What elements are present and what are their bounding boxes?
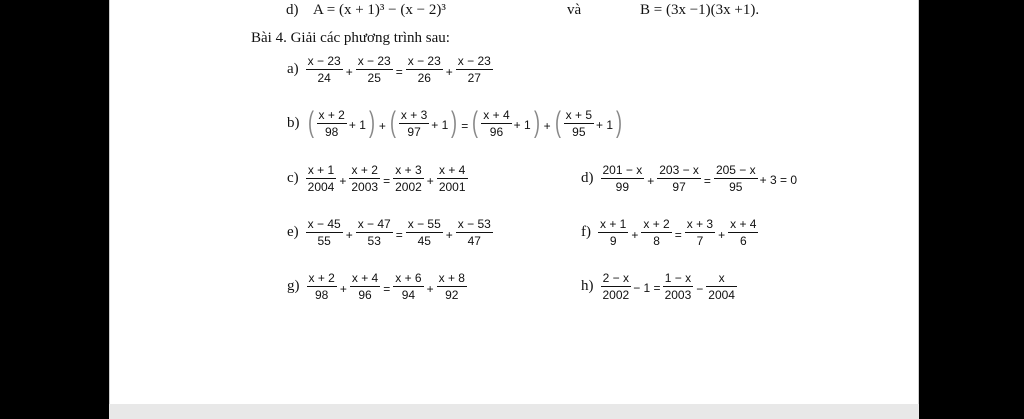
- operator: +: [426, 282, 434, 296]
- equation-d: [581, 158, 798, 198]
- equation-a: [287, 49, 494, 89]
- fraction: $\frac{x - 23}{26}$: [407, 53, 441, 85]
- operator: =: [395, 228, 403, 242]
- document-page: [109, 0, 919, 410]
- left-paren: (: [554, 106, 561, 139]
- fraction: $\frac{2 - x}{2002}$: [602, 270, 630, 302]
- plus-one: + 1: [431, 118, 449, 132]
- fraction: $\frac{x}{2004}$: [708, 270, 735, 302]
- operator: +: [647, 174, 655, 188]
- fraction: $\frac{x + 4}{6}$: [730, 216, 757, 248]
- header-and-word: và: [567, 2, 582, 18]
- fraction: $\frac{x + 3}{2002}$: [395, 162, 422, 194]
- equation-label: d): [581, 169, 594, 186]
- fraction: $\frac{203 - x}{97}$: [659, 162, 699, 194]
- fraction: $\frac{x + 8}{92}$: [438, 270, 465, 302]
- left-paren: (: [389, 106, 396, 139]
- exercise-title: Bài 4. Giải các phương trình sau:: [251, 30, 450, 46]
- equation-middle: − 1 =: [633, 281, 661, 295]
- fraction: $\frac{x - 45}{55}$: [307, 216, 341, 248]
- fraction: $\frac{x + 2}{8}$: [643, 216, 670, 248]
- plus-one: + 1: [513, 118, 531, 132]
- left-paren: (: [307, 106, 314, 139]
- fraction: $\frac{x - 47}{53}$: [357, 216, 391, 248]
- fraction: $\frac{x + 2}{98}$: [318, 107, 345, 139]
- operator: +: [345, 65, 353, 79]
- equation-label: c): [287, 169, 299, 186]
- page-bottom-edge: [109, 404, 919, 419]
- equation-g: [287, 266, 468, 306]
- operator: +: [339, 282, 347, 296]
- operator: =: [703, 174, 711, 188]
- fraction: $\frac{x - 23}{24}$: [307, 53, 341, 85]
- fraction: $\frac{x + 2}{2003}$: [351, 162, 379, 194]
- fraction: $\frac{x + 3}{7}$: [686, 216, 714, 248]
- equation-b: [287, 103, 624, 143]
- header-d-expression: A = (x + 1)³ − (x − 2)³: [313, 2, 446, 18]
- fraction: $\frac{x + 4}{96}$: [351, 270, 379, 302]
- fraction: $\frac{x + 4}{96}$: [483, 107, 510, 139]
- fraction: $\frac{201 - x}{99}$: [602, 162, 643, 194]
- operator: =: [383, 282, 391, 296]
- equation-e: [287, 212, 494, 252]
- operator: +: [718, 228, 726, 242]
- fraction: $\frac{1 - x}{2003}$: [664, 270, 692, 302]
- operator: +: [445, 228, 453, 242]
- fraction: $\frac{x + 4}{2001}$: [438, 162, 466, 194]
- equation-label: e): [287, 223, 299, 240]
- operator: −: [696, 282, 704, 296]
- equation-f: [581, 212, 759, 252]
- fraction: $\frac{x + 1}{9}$: [600, 216, 627, 248]
- operator: +: [445, 65, 453, 79]
- right-paren: ): [533, 106, 540, 139]
- operator: +: [345, 228, 353, 242]
- fraction: $\frac{x - 23}{25}$: [357, 53, 391, 85]
- operator: +: [543, 119, 551, 133]
- fraction: $\frac{x - 23}{27}$: [457, 53, 491, 85]
- equation-label: b): [287, 114, 300, 131]
- equation-h: [581, 266, 738, 306]
- equation-label: a): [287, 60, 299, 77]
- equation-c: [287, 158, 469, 198]
- operator: =: [383, 174, 391, 188]
- fraction: $\frac{x - 53}{47}$: [457, 216, 491, 248]
- header-d-label: d): [286, 2, 299, 18]
- plus-one: + 1: [596, 118, 614, 132]
- fraction: $\frac{x + 6}{94}$: [395, 270, 422, 302]
- operator: =: [674, 228, 682, 242]
- operator: =: [395, 65, 403, 79]
- equation-label: f): [581, 223, 591, 240]
- equation-tail: + 3 = 0: [759, 173, 798, 187]
- operator: +: [378, 119, 386, 133]
- fraction: $\frac{205 - x}{95}$: [715, 162, 756, 194]
- right-paren: ): [368, 106, 375, 139]
- fraction: $\frac{x - 55}{45}$: [407, 216, 441, 248]
- equation-label: g): [287, 277, 300, 294]
- operator: +: [339, 174, 347, 188]
- right-paren: ): [616, 106, 623, 139]
- plus-one: + 1: [348, 118, 366, 132]
- fraction: $\frac{x + 1}{2004}$: [307, 162, 335, 194]
- operator: =: [461, 119, 469, 133]
- equation-label: h): [581, 277, 594, 294]
- fraction: $\frac{x + 2}{98}$: [308, 270, 335, 302]
- fraction: $\frac{x + 5}{95}$: [565, 107, 593, 139]
- operator: +: [426, 174, 434, 188]
- fraction: $\frac{x + 3}{97}$: [400, 107, 428, 139]
- right-paren: ): [451, 106, 458, 139]
- left-paren: (: [472, 106, 479, 139]
- operator: +: [631, 228, 639, 242]
- header-b-expression: B = (3x −1)(3x +1).: [640, 2, 760, 18]
